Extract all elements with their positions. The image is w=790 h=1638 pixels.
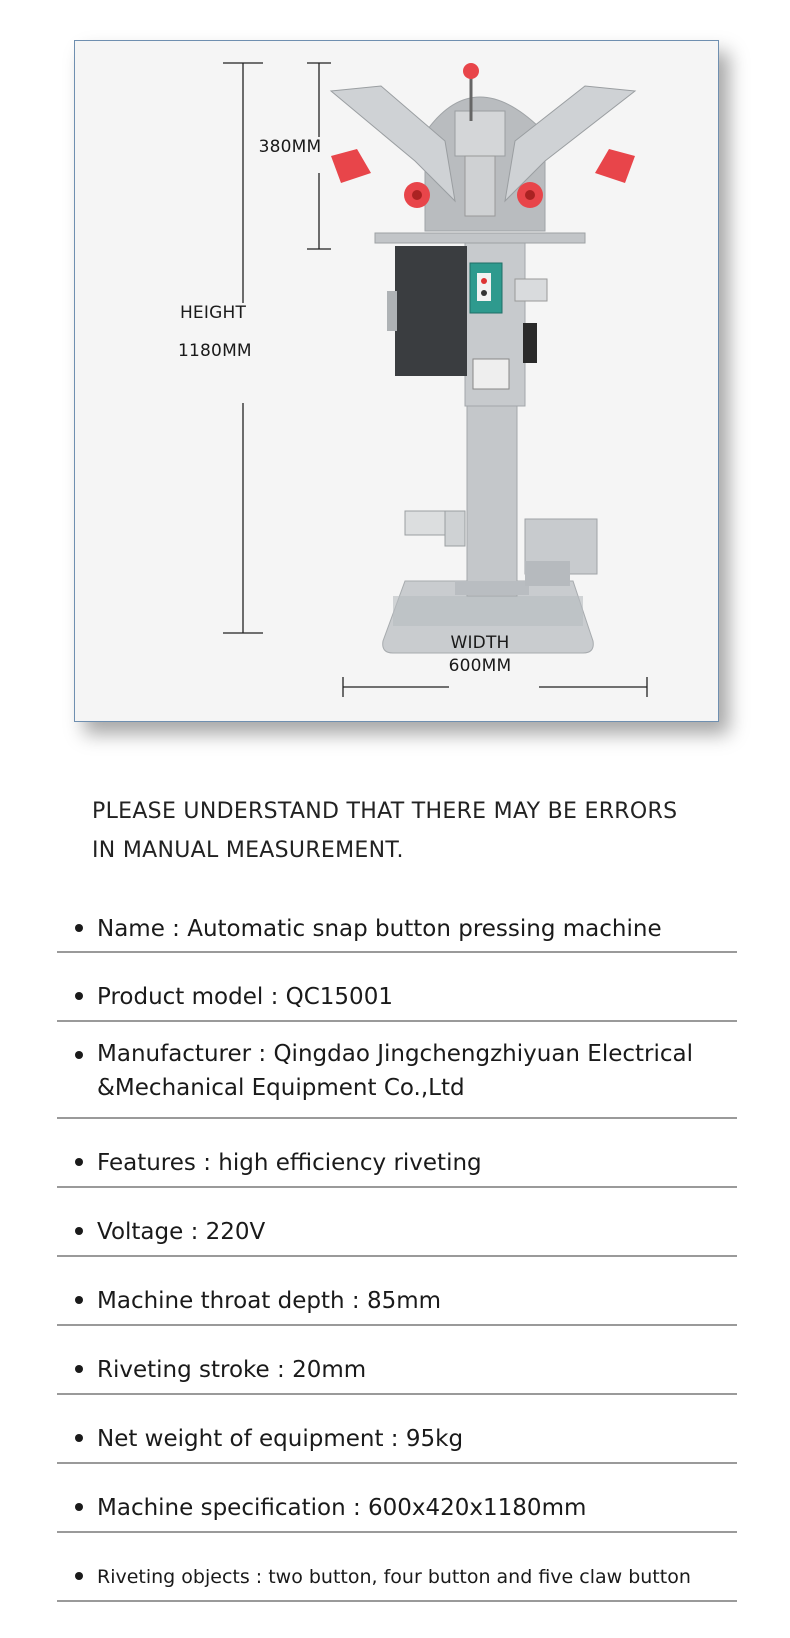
disclaimer-line-2: IN MANUAL MEASUREMENT. (92, 838, 404, 863)
width-value: 600MM (448, 656, 512, 676)
bullet-icon (75, 1158, 83, 1166)
spec-text: Name : Automatic snap button pressing machine (97, 916, 662, 942)
bullet-icon (75, 1572, 83, 1580)
width-label: WIDTH (450, 633, 510, 653)
dim-380-label: 380MM (258, 137, 322, 157)
list-item (57, 900, 737, 953)
bullet-icon (75, 924, 83, 932)
spec-text: Riveting stroke : 20mm (97, 1357, 367, 1383)
bullet-icon (75, 1365, 83, 1373)
bullet-icon (75, 1051, 83, 1059)
list-item (57, 1189, 737, 1257)
snap-button-machine-illustration (75, 41, 720, 723)
bullet-icon (75, 1503, 83, 1511)
spec-text: Manufacturer : Qingdao Jingchengzhiyuan Electrical &Mechanical Equipment Co.,Ltd (97, 1041, 694, 1101)
height-label: HEIGHT (179, 303, 247, 323)
spec-text: Voltage : 220V (97, 1219, 266, 1245)
list-item (57, 1120, 737, 1188)
bullet-icon (75, 1227, 83, 1235)
list-item (57, 1023, 737, 1119)
bullet-icon (75, 1434, 83, 1442)
disclaimer-line-1: PLEASE UNDERSTAND THAT THERE MAY BE ERRORS (92, 799, 678, 824)
measurement-disclaimer (92, 792, 732, 870)
spec-text: Machine throat depth : 85mm (97, 1288, 442, 1314)
list-item (57, 1534, 737, 1602)
list-item (57, 1465, 737, 1533)
list-item (57, 1258, 737, 1326)
bullet-icon (75, 992, 83, 1000)
spec-text: Net weight of equipment : 95kg (97, 1426, 464, 1452)
bullet-icon (75, 1296, 83, 1304)
product-image-frame (74, 40, 719, 722)
height-value: 1180MM (178, 341, 252, 361)
list-item (57, 954, 737, 1022)
list-item (57, 1327, 737, 1395)
spec-text: Product model : QC15001 (97, 984, 393, 1010)
spec-text: Features : high efficiency riveting (97, 1150, 482, 1176)
spec-text: Riveting objects : two button, four button and five claw button (97, 1566, 691, 1588)
list-item (57, 1396, 737, 1464)
spec-text: Machine specification : 600x420x1180mm (97, 1495, 587, 1521)
